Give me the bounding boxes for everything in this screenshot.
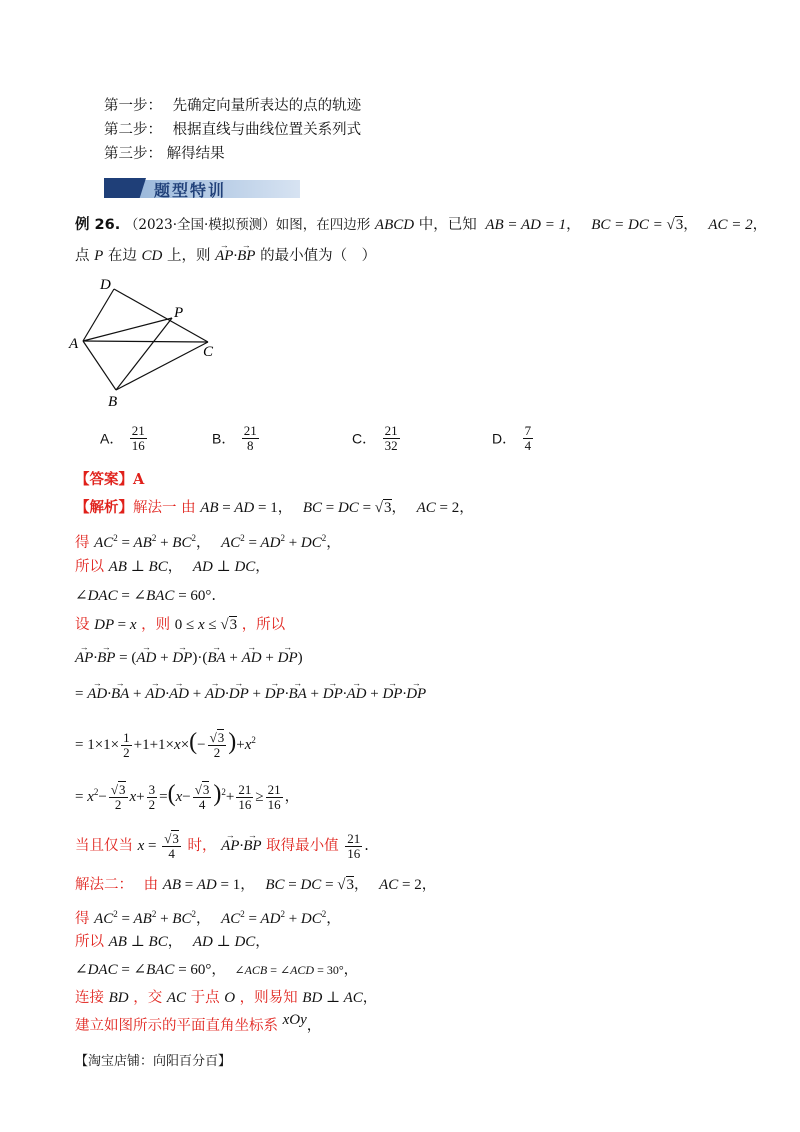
m1-complete-square: = $x^2-$ $\frac{√3}{2}$ x+ $\frac{3}{2}$ =(x− $\frac{√3}{4}$ )$^2$+ $\frac{21}{16}$ ≥ $\frac{21}{16}$: [75, 781, 281, 813]
m1-iff: 当且仅当: [75, 838, 133, 854]
m2-o: O: [224, 990, 236, 1006]
m2-angles-2: ∠ACB = ∠ACD = 30°: [234, 963, 344, 977]
option-b[interactable]: [212, 424, 261, 453]
m2-eq-ac: AC = 2: [379, 877, 422, 893]
m2-line-4: ∠DAC = ∠BAC = 60°， ∠ACB = ∠ACD = 30°，: [75, 962, 359, 978]
m1-perp-2: AD ⊥ DC: [192, 559, 256, 575]
m2-at: 于点: [190, 990, 220, 1006]
m2-eq-ab-ad: AB = AD = 1: [162, 877, 241, 893]
step-1: [104, 96, 361, 116]
m1-set: 设: [75, 617, 90, 633]
option-c[interactable]: [352, 424, 402, 453]
step-1-label: 第一步：: [104, 98, 162, 114]
m1-range: 0 ≤ x ≤ √3: [174, 617, 238, 633]
m2-eq-bc-dc: BC = DC = √3: [265, 877, 355, 893]
m2-bd: BD: [108, 990, 129, 1006]
option-c-label: C．: [352, 430, 377, 447]
option-a-den: 16: [131, 438, 145, 453]
method1-title: 解法一: [133, 500, 177, 516]
example-known: 中，已知: [418, 217, 477, 233]
option-a-num: 21: [131, 423, 145, 438]
m2-build: 建立如图所示的平面直角坐标系: [75, 1018, 278, 1034]
m2-bd-perp-ac: BD ⊥ AC: [302, 990, 363, 1006]
step-2: [104, 120, 361, 140]
footer-shop: 【淘宝店铺：向阳百分百】: [75, 1054, 232, 1069]
option-b-den: 8: [247, 438, 254, 453]
dot-product-ap-bp: → AP·→ BP: [215, 248, 255, 264]
edge-cd: CD: [141, 248, 163, 264]
m1-so: 所以: [75, 559, 104, 575]
line2-a: 点: [75, 248, 90, 264]
sqrt-3: 3: [675, 217, 684, 233]
m1-eq-ac: AC = 2: [416, 500, 460, 516]
m2-line-1: 解法二： 由 AB = AD = 1， BC = DC = √3， AC = 2，: [75, 877, 437, 893]
section-banner: [104, 176, 300, 200]
analysis-line-2: 得 $AC^2 = AB^2 + BC^2$， $AC^2 = AD^2 + DC^2$，: [75, 533, 341, 551]
m1-x-value: x = $\frac{√3}{4}$: [137, 831, 179, 862]
m1-min-fraction: [345, 832, 362, 861]
option-b-num: 21: [243, 423, 257, 438]
example-label: 例 26.: [75, 217, 121, 233]
eq-ab-ad: AB = AD = 1: [485, 217, 567, 233]
option-d-fraction: [523, 424, 534, 453]
analysis-line-5: [75, 615, 285, 635]
line2-c: 上，则: [166, 248, 211, 264]
analysis-line-3: 所以 AB ⊥ BC， AD ⊥ DC，: [75, 559, 270, 575]
m1-pythag-1: $AC^2 = AB^2 + BC^2$: [94, 533, 196, 551]
m1-min-num: 21: [347, 830, 361, 846]
m2-by: 由: [143, 877, 159, 893]
analysis-line-7: [75, 684, 426, 704]
m2-line-3: 所以 AB ⊥ BC， AD ⊥ DC，: [75, 934, 270, 950]
eq-bc-dc-text: BC = DC =: [591, 217, 667, 233]
m1-perp: AB ⊥ BC: [108, 559, 168, 575]
method2-title: 解法二：: [75, 877, 133, 893]
point-p: P: [94, 248, 104, 264]
m1-angles: ∠DAC = ∠BAC = 60°: [75, 588, 212, 604]
m1-eq-ab-ad: AB = AD = 1: [200, 500, 278, 516]
step-2-label: 第二步：: [104, 122, 162, 138]
option-d-den: 4: [524, 438, 532, 453]
m1-expand-3: = 1×1× $\frac{1}{2}$ +1+1×x×(− $\frac{√3}{2}$ )$+x^2$: [75, 729, 256, 761]
analysis-bracket: 【解析】: [75, 499, 133, 516]
step-3-label: 第三步：: [104, 146, 162, 162]
m1-min-den: 16: [347, 845, 361, 861]
m2-easy: ，则易知: [239, 990, 298, 1006]
example-line-1: 例 26. （2023·全国·模拟预测）如图，在四边形 ABCD 中，已知 AB = AD = 1， BC = DC = √3， AC = 2，: [75, 217, 768, 233]
step-2-text: 根据直线与曲线位置关系列式: [172, 122, 362, 138]
label-a: A: [69, 336, 79, 352]
m2-angles: ∠DAC = ∠BAC = 60°: [75, 962, 212, 978]
m2-so: 所以: [75, 934, 104, 950]
answer-value: A: [133, 471, 145, 488]
line2-b: 在边: [107, 248, 137, 264]
option-a-fraction: [130, 424, 147, 453]
m1-when: 时，: [187, 838, 217, 854]
example-line-2: [75, 246, 376, 266]
option-b-fraction: [242, 424, 259, 453]
option-c-den: 32: [384, 438, 398, 453]
label-c: C: [203, 344, 214, 360]
analysis-line-1: 【解析】解法一 由 AB = AD = 1， BC = DC = √3， AC = 2，: [75, 499, 474, 516]
m1-eq-bc-dc: BC = DC = √3: [302, 500, 392, 516]
m2-get: 得: [75, 911, 90, 927]
option-a-label: A．: [100, 430, 124, 447]
example-source: （2023·全国·模拟预测）如图，在四边形: [124, 217, 371, 233]
m1-expand-1: → AP·→ BP = (→ AD + → DP)·(→ BA + → AD + → DP): [75, 650, 303, 666]
step-1-text: 先确定向量所表达的点的轨迹: [172, 98, 362, 114]
banner-title: 题型特训: [154, 181, 227, 200]
m2-xoy: xOy: [282, 1012, 307, 1028]
option-c-num: 21: [384, 423, 398, 438]
m2-perp: AB ⊥ BC: [108, 934, 168, 950]
method1-by: 由: [181, 500, 196, 516]
line2-d: 的最小值为（ ）: [260, 248, 377, 264]
banner-block: [104, 178, 146, 198]
m1-reach: 取得最小值: [266, 838, 339, 854]
m1-so2: ，所以: [241, 617, 286, 633]
m1-get: 得: [75, 535, 90, 551]
option-d-num: 7: [524, 423, 532, 438]
label-d: D: [100, 277, 111, 293]
m1-expand-2: = → AD·→ BA + → AD·→ AD + → AD·→ DP + → DP·→ BA + → DP·→ AD + → DP·→ DP: [75, 686, 426, 702]
m1-then: ，则: [141, 617, 171, 633]
m2-connect: 连接: [75, 990, 104, 1006]
option-a[interactable]: [100, 424, 149, 453]
option-c-fraction: [383, 424, 400, 453]
m2-meet: ，交: [133, 990, 163, 1006]
analysis-line-6: [75, 648, 303, 668]
m2-line-2: 得 $AC^2 = AB^2 + BC^2$， $AC^2 = AD^2 + DC^2$，: [75, 909, 341, 927]
option-b-label: B．: [212, 430, 236, 447]
m2-line-5: 连接 BD ，交 AC 于点 O ，则易知 BD ⊥ AC，: [75, 990, 378, 1006]
answer-bracket: 【答案】: [75, 471, 133, 488]
m2-pythag-1: $AC^2 = AB^2 + BC^2$: [94, 909, 196, 927]
analysis-line-10: 当且仅当 x = $\frac{√3}{4}$ 时， → AP·→ BP 取得最小值 $\frac{21}{16}$ .: [75, 826, 369, 866]
answer-line: [75, 470, 144, 490]
quad-name: ABCD: [374, 217, 415, 233]
analysis-line-8: [75, 720, 256, 760]
m2-line-6: 建立如图所示的平面直角坐标系 xOy，: [75, 1012, 322, 1034]
step-3: [104, 144, 225, 164]
m2-perp-2: AD ⊥ DC: [192, 934, 256, 950]
m1-target: → AP·→ BP: [221, 838, 261, 854]
option-d[interactable]: [492, 424, 535, 453]
m2-ac: AC: [166, 990, 186, 1006]
option-d-label: D．: [492, 430, 517, 447]
m1-dp-x: DP = x: [94, 617, 137, 633]
eq-ac: AC = 2: [708, 217, 753, 233]
eq-bc-dc: BC = DC = √3: [591, 217, 684, 233]
m2-pythag-2: $AC^2 = AD^2 + DC^2$: [221, 909, 327, 927]
label-b: B: [108, 394, 118, 410]
step-3-text: 解得结果: [166, 146, 225, 162]
label-p: P: [174, 305, 184, 321]
m1-pythag-2: $AC^2 = AD^2 + DC^2$: [221, 533, 327, 551]
analysis-line-9: = $x^2-$ $\frac{√3}{2}$ x+ $\frac{3}{2}$ =(x− $\frac{√3}{4}$ )$^2$+ $\frac{21}{16}$ ≥ $\frac{21}{16}$ ，: [75, 781, 300, 813]
quadrilateral-figure: [66, 272, 236, 412]
analysis-line-4: ∠DAC = ∠BAC = 60°.: [75, 588, 217, 604]
